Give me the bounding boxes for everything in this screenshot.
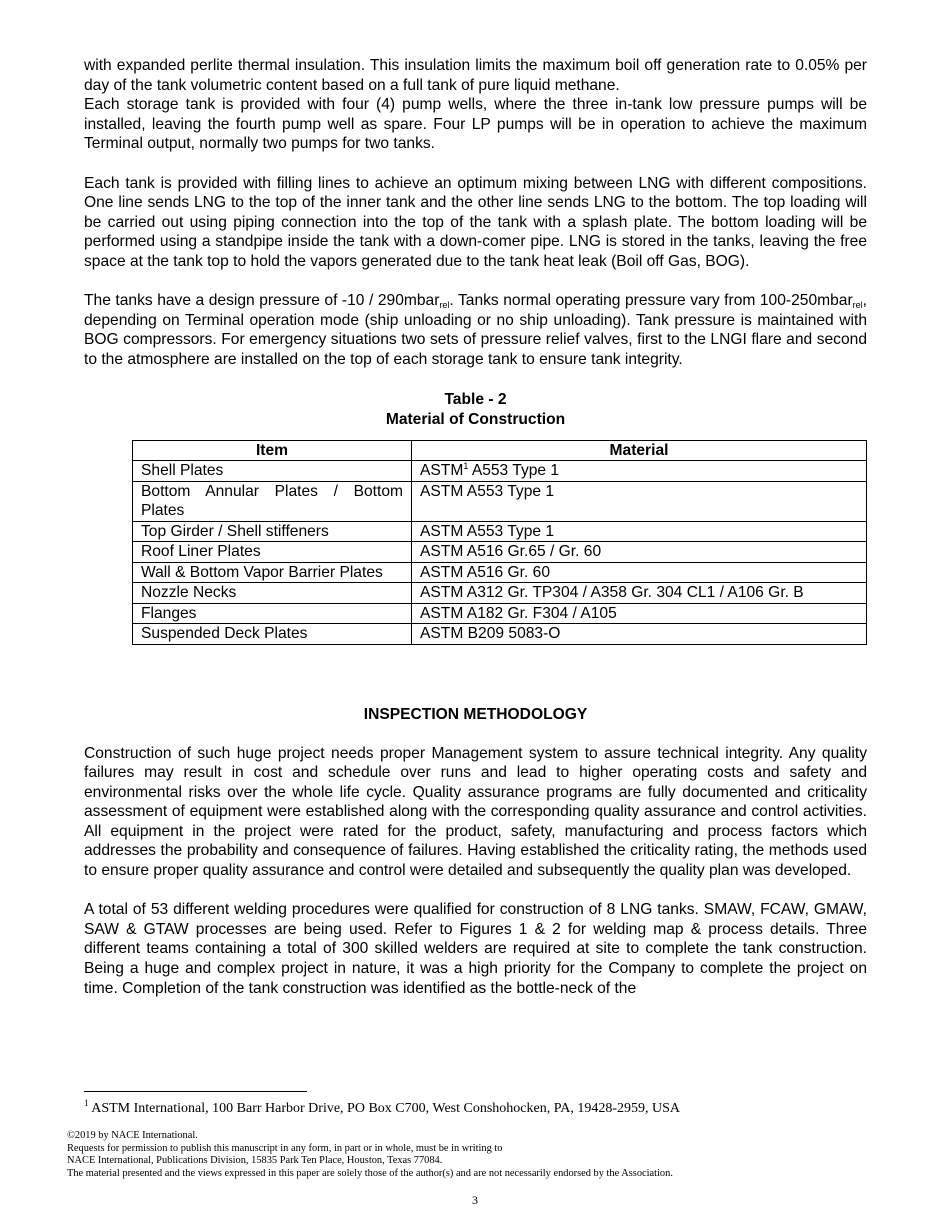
material-cell: ASTM A312 Gr. TP304 / A358 Gr. 304 CL1 / A106 Gr. B <box>412 583 867 604</box>
paragraph-filling-lines: Each tank is provided with filling lines to achieve an optimum mixing between LNG with different compositions. One line sends LNG to the top of the inner tank and the other line sends LNG to the bottom. The top loading will be carried out using piping connection into the top of the tank with a splash plate. The bottom loading will be performed using a standpipe inside the tank with a down-comer pipe. LNG is stored in the tanks, leaving the free space at the tank top to hold the vapors generated due to the tank heat leak (Boil off Gas, BOG). <box>84 174 867 270</box>
paragraph-insulation: with expanded perlite thermal insulation. This insulation limits the maximum boil off generation rate to 0.05% per day of the tank volumetric content based on a full tank of pure liquid methane. <box>84 57 867 94</box>
table-row <box>133 624 867 645</box>
paragraph-inspection-methodology: Construction of such huge project needs proper Management system to assure technical integrity. Any quality failures may result in cost and schedule over runs and lead to higher operating costs and safety and environmental risks over the whole life cycle. Quality assurance programs are fully documented and criticality assessment of equipment were established along with the corresponding quality assurance and control activities. All equipment in the project were rated for the product, safety, manufacturing and process factors which addresses the probability and consequence of failures. Having established the criticality rating, the methods used to ensure proper quality assurance and control were detailed and subsequently the quality plan was developed. <box>84 744 867 880</box>
table-row <box>133 542 867 563</box>
page-body <box>84 56 867 998</box>
table-row <box>133 481 867 521</box>
copyright-block <box>67 1130 673 1180</box>
copyright-line: The material presented and the views expressed in this paper are solely those of the author(s) and are not necessarily endorsed by the Association. <box>67 1167 673 1179</box>
item-cell: Bottom Annular Plates / Bottom Plates <box>133 481 412 521</box>
material-cell: ASTM A516 Gr.65 / Gr. 60 <box>412 542 867 563</box>
item-cell: Wall & Bottom Vapor Barrier Plates <box>133 562 412 583</box>
material-of-construction-table <box>132 440 867 645</box>
material-cell: ASTM A553 Type 1 <box>412 481 867 521</box>
table-header-row <box>133 440 867 461</box>
table-number: Table - 2 <box>444 390 507 408</box>
paragraph-design-pressure: The tanks have a design pressure of -10 / 290mbar$_{rel}$. Tanks normal operating pressure vary from 100-250mbar$_{rel}$, depending on Terminal operation mode (ship unloading or no ship unloading). Tank pressure is maintained with BOG compressors. For emergency situations two sets of pressure relief valves, first to the LNGI flare and second to the atmosphere are installed on the top of each storage tank to ensure tank integrity. <box>84 292 868 368</box>
copyright-line: NACE International, Publications Division, 15835 Park Ten Place, Houston, Texas 77084. <box>67 1155 443 1167</box>
material-cell: ASTM A553 Type 1 <box>412 521 867 542</box>
material-cell: ASTM B209 5083-O <box>412 624 867 645</box>
table-row <box>133 461 867 482</box>
table-caption <box>84 390 867 430</box>
footnote <box>84 1100 680 1117</box>
footnote-divider <box>84 1091 307 1092</box>
item-cell: Shell Plates <box>133 461 412 482</box>
table-row <box>133 583 867 604</box>
table-row <box>133 562 867 583</box>
table-row <box>133 603 867 624</box>
paragraph-welding-procedures: A total of 53 different welding procedures were qualified for construction of 8 LNG tanks. SMAW, FCAW, GMAW, SAW & GTAW processes are being used. Refer to Figures 1 & 2 for welding map & process details. Three different teams containing a total of 300 skilled welders are required at site to complete the tank construction. Being a huge and complex project in nature, it was a high priority for the Company to complete the project on time. Completion of the tank construction was identified as the bottle-neck of the <box>84 901 867 997</box>
item-cell: Nozzle Necks <box>133 583 412 604</box>
footnote-ref: 1 <box>463 461 469 471</box>
item-cell: Suspended Deck Plates <box>133 624 412 645</box>
footnote-marker: 1 <box>84 1098 89 1108</box>
material-cell: ASTM A516 Gr. 60 <box>412 562 867 583</box>
item-cell: Roof Liner Plates <box>133 542 412 563</box>
copyright-line: ©2019 by NACE International. <box>67 1130 198 1141</box>
material-cell: ASTM A182 Gr. F304 / A105 <box>412 603 867 624</box>
table-title: Material of Construction <box>385 410 566 428</box>
table-row <box>133 521 867 542</box>
material-cell: ASTM$^1$ A553 Type 1 <box>412 461 867 482</box>
item-cell: Flanges <box>133 603 412 624</box>
paragraph-pump-wells: Each storage tank is provided with four (4) pump wells, where the three in-tank low pressure pumps will be installed, leaving the fourth pump well as spare. Four LP pumps will be in operation to achieve the maximum Terminal output, normally two pumps for two tanks. <box>84 96 867 153</box>
footnote-text: ASTM International, 100 Barr Harbor Drive, PO Box C700, West Conshohocken, PA, 19428-2959, USA <box>88 1101 681 1116</box>
page-number: 3 <box>472 1193 478 1207</box>
copyright-line: Requests for permission to publish this manuscript in any form, in part or in whole, must be in writing to <box>67 1142 503 1154</box>
section-title: INSPECTION METHODOLOGY <box>363 705 588 723</box>
header-material: Material <box>412 440 867 461</box>
header-item: Item <box>133 440 412 461</box>
item-cell: Top Girder / Shell stiffeners <box>133 521 412 542</box>
